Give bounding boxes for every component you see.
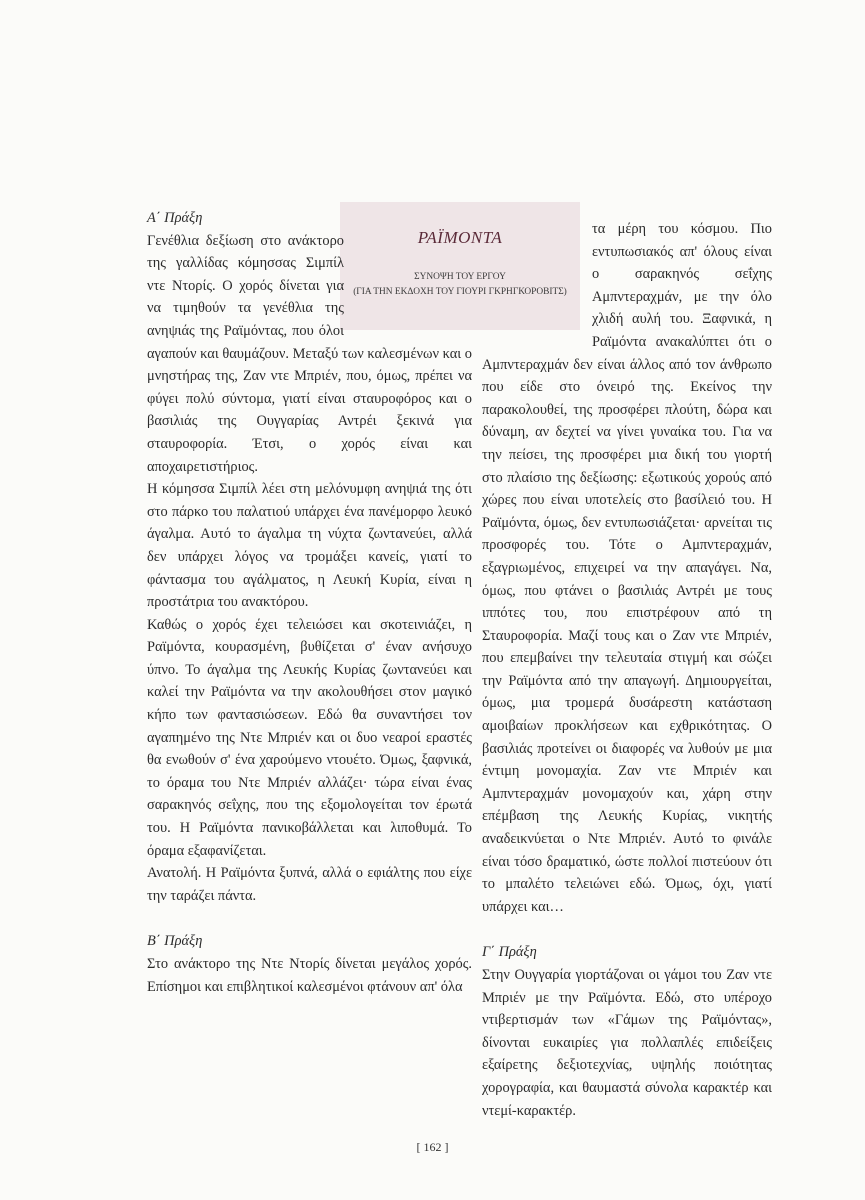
act1-paragraph-2: Η κόμησσα Σιμπίλ λέει στη μελόνυμφη ανηψιά της ότι στο πάρκο του παλατιού υπάρχει ένα πανέμορφο λευκό άγαλμα. Αυτό το άγαλμα τη νύχτα ζωντανεύει, αλλά δεν υπάρχει λόγος να τρομάξει κανείς, γιατί το φάντασμα του αγάλματος, η Λευκή Κυρία, είναι η προστάτρια του ανακτόρου. bbox=[147, 481, 472, 611]
right-column bbox=[482, 218, 772, 1122]
act1-heading: Α΄ Πράξη bbox=[147, 210, 203, 226]
act1-paragraph-1: Γενέθλια δεξίωση στο ανάκτορο της γαλλίδας κόμησσας Σιμπίλ ντε Ντορίς. Ο χορός δίνεται για να τιμηθούν τα γενέθλια της ανηψιάς της Ραϊμόντας, που όλοι αγαπούν και θαυμάζουν. Μεταξύ των καλεσμένων και ο μνηστήρας της, Ζαν ντε Μπριέν, που, όμως, πρέπει να φύγει πολύ σύντομα, γιατί είναι σταυροφόρος και ο βασιλιάς της Ουγγαρίας Αντρέι ξεκινά για σταυροφορία. Έτσι, ο χορός είναι και αποχαιρετιστήριος. bbox=[147, 232, 472, 475]
ballet-title: ΡΑΪΜΟΝΤΑ bbox=[417, 228, 503, 247]
subtitle-line-1: ΣΥΝΟΨΗ ΤΟΥ ΕΡΓΟΥ bbox=[414, 272, 506, 282]
act1-paragraph-4: Ανατολή. Η Ραϊμόντα ξυπνά, αλλά ο εφιάλτης που είχε την ταράζει πάντα. bbox=[147, 865, 472, 904]
left-column bbox=[147, 207, 472, 998]
subtitle-line-2: (ΓΙΑ ΤΗΝ ΕΚΔΟΧΗ ΤΟΥ ΓΙΟΥΡΙ ΓΚΡΗΓΚΟΡΟΒΙΤΣ) bbox=[353, 287, 567, 297]
act2-paragraph-left: Στο ανάκτορο της Ντε Ντορίς δίνεται μεγάλος χορός. Επίσημοι και επιβλητικοί καλεσμένοι φτάνουν απ' όλα bbox=[147, 956, 472, 995]
act1-paragraph-3: Καθώς ο χορός έχει τελειώσει και σκοτεινιάζει, η Ραϊμόντα, κουρασμένη, βυθίζεται σ' έναν ανήσυχο ύπνο. Το άγαλμα της Λευκής Κυρίας ζωντανεύει και καλεί την Ραϊμόντα να την ακολουθήσει στον μαγικό κήπο των φαντασιώσεων. Εδώ θα συναντήσει τον αγαπημένο της Ντε Μπριέν και οι δυο νεαροί εραστές θα ενωθούν σ' ένα χαρούμενο ντουέτο. Όμως, ξαφνικά, το όραμα του Ντε Μπριέν αλλάζει· τώρα είναι ένας σαρακηνός σεΐχης, που της εξομολογείται τον έρωτά του. Η Ραϊμόντα πανικοβάλλεται και λιποθυμά. Το όραμα εξαφανίζεται. bbox=[147, 616, 472, 859]
act2-heading: Β΄ Πράξη bbox=[147, 933, 203, 950]
page-number: [ 162 ] bbox=[416, 1140, 449, 1154]
act3-heading: Γ΄ Πράξη bbox=[482, 944, 537, 961]
act2-paragraph-right: τα μέρη του κόσμου. Πιο εντυπωσιακός απ' όλους είναι ο σαρακηνός σεΐχης Αμπντεραχμάν, με την όλο χλιδή αυλή του. Ξαφνικά, η Ραϊμόντα ανακαλύπτει ότι ο Αμπντεραχμάν δεν είναι άλλος από τον άνθρωπο που είδε στο όνειρό της. Εκείνος την παρακολουθεί, της προσφέρει πλούτη, δώρα και δύναμη, αν δεχτεί να γίνει γυναίκα του. Για να την πείσει, της προσφέρει μια δική του γιορτή στο πλαίσιο της δεξίωσης: εξωτικούς χορούς από χώρες που είναι υποτελείς στο βασίλειό του. Η Ραϊμόντα, όμως, δεν εντυπωσιάζεται· αρνείται τις προσφορές του. Τότε ο Αμπντεραχμάν, εξαγριωμένος, επιχειρεί να την απαγάγει. Να, όμως, που φτάνει ο βασιλιάς Αντρέι με τους ιππότες του, που επιστρέφουν από τη Σταυροφορία. Μαζί τους και ο Ζαν ντε Μπριέν, που επεμβαίνει την τελευταία στιγμή και σώζει την Ραϊμόντα από την απαγωγή. Δημιουργείται, όμως, μια τρομερά δυσάρεστη κατάσταση αμοιβαίων προκλήσεων και εχθρικότητας. Ο βασιλιάς προτείνει οι διαφορές να λυθούν με μια έντιμη μονομαχία. Ζαν ντε Μπριέν και Αμπντεραχμάν μονομαχούν και, χάρη στην επέμβαση της Λευκής Κυρίας, νικητής αναδεικνύεται ο Ντε Μπριέν. Αυτό το φινάλε είναι τόσο δραματικό, ώστε πολλοί πιστεύουν ότι το μπαλέτο τελειώνει εδώ. Όμως, όχι, γιατί υπάρχει και… bbox=[482, 221, 772, 915]
act3-paragraph: Στην Ουγγαρία γιορτάζοναι οι γάμοι του Ζαν ντε Μπριέν με την Ραϊμόντα. Εδώ, στο υπέροχο ντιβερτισμάν των «Γάμων της Ραϊμόντας», δίνονται ευκαιρίες για πολλαπλές επιδείξεις εξαίρετης δεξιοτεχνίας, υψηλής ποιότητας χορογραφία, και θαυμαστά σύνολα καρακτέρ και ντεμί-καρακτέρ. bbox=[482, 967, 772, 1119]
